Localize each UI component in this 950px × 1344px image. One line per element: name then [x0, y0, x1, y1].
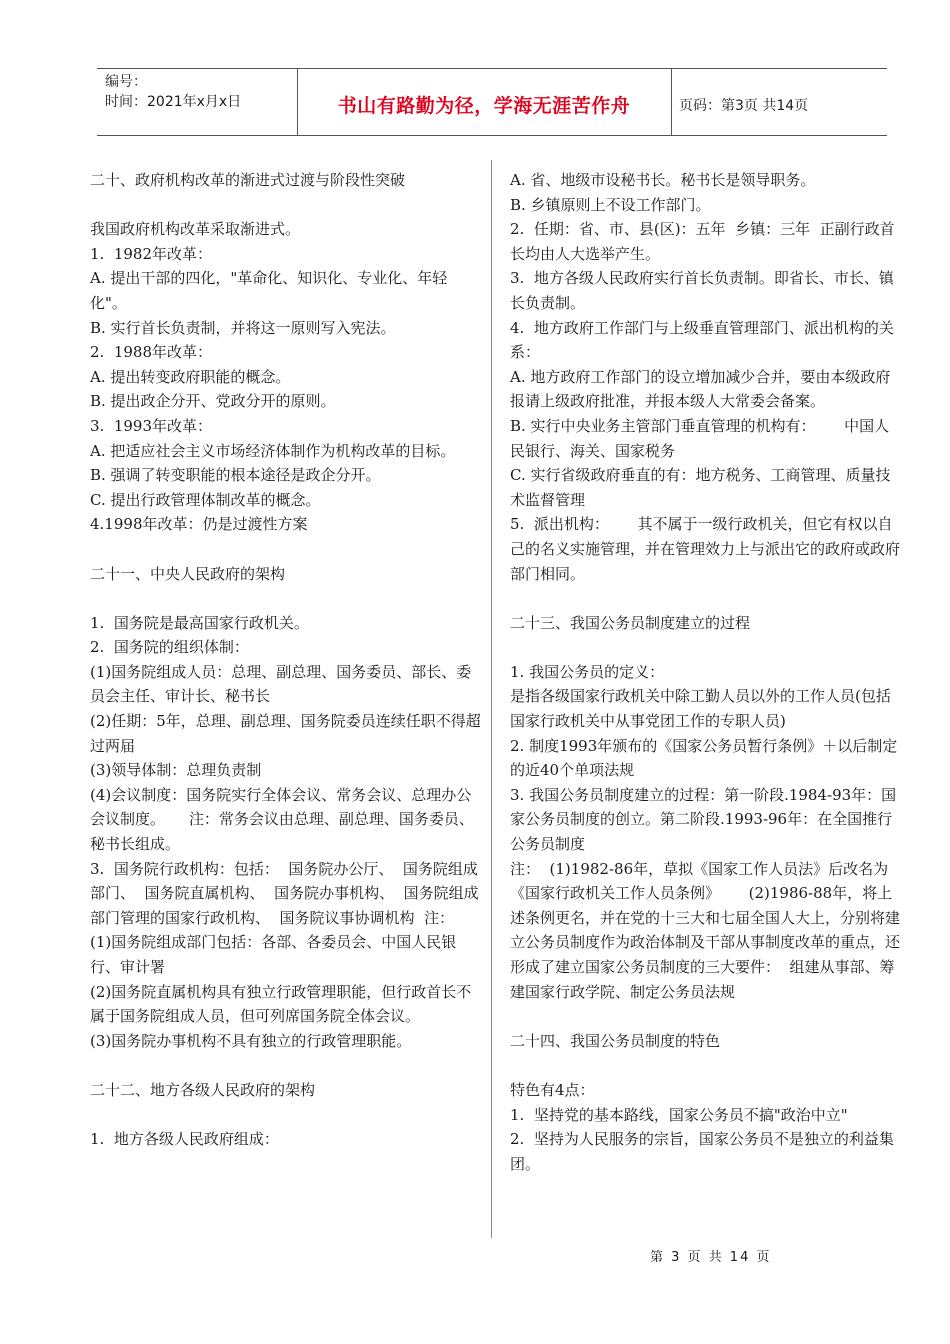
paragraph: (3)领导体制：总理负责制	[90, 761, 262, 780]
paragraph: 2. 国务院的组织体制：	[90, 638, 249, 657]
header-meta-cell	[97, 69, 298, 135]
document-number-label: 编号：	[105, 74, 147, 90]
paragraph: 2. 制度1993年颁布的《国家公务员暂行条例》＋以后制定的近40个单项法规	[510, 736, 898, 780]
header-motto: 书山有路勤为径，学海无涯苦作舟	[337, 95, 631, 117]
paragraph: 1. 地方各级人民政府组成：	[90, 1130, 279, 1149]
paragraph: 二十一、中央人民政府的架构	[90, 564, 286, 583]
paragraph: 5. 派出机构： 其不属于一级行政机关，但它有权以自己的名义实施管理，并在管理效力上与派出它的政府或政府部门相同。	[510, 515, 901, 583]
header-motto-cell	[297, 69, 672, 135]
paragraph: 2. 任期：省、市、县(区)：五年 乡镇：三年 正副行政首长均由人大选举产生。	[510, 220, 895, 263]
paragraph	[510, 1004, 902, 1029]
paragraph: 二十二、地方各级人民政府的架构	[90, 1080, 316, 1099]
paragraph: 二十、政府机构改革的渐进式过渡与阶段性突破	[90, 171, 406, 189]
left-text-column	[90, 168, 482, 1152]
paragraph	[510, 635, 902, 660]
paragraph: 3. 1993年改革：	[90, 416, 213, 435]
paragraph	[90, 586, 482, 611]
paragraph: (4)会议制度：国务院实行全体会议、常务会议、总理办公会议制度。 注：常务会议由总理、副总理、国务委员、秘书长组成。	[90, 785, 474, 854]
paragraph: B. 乡镇原则上不设工作部门。	[510, 195, 711, 214]
paragraph: 二十三、我国公务员制度建立的过程	[510, 613, 751, 632]
document-time-label: 时间：2021年x月x日	[105, 94, 242, 110]
paragraph: 2. 1988年改革：	[90, 343, 213, 362]
paragraph: 2. 坚持为人民服务的宗旨，国家公务员不是独立的利益集团。	[510, 1130, 894, 1173]
paragraph: 4.1998年改革：仍是过渡性方案	[90, 515, 308, 534]
page-footer: 第 3 页 共 14 页	[650, 1250, 772, 1265]
paragraph	[510, 586, 902, 611]
paragraph: A. 省、地级市设秘书长。秘书长是领导职务。	[510, 171, 816, 189]
paragraph	[90, 1053, 482, 1078]
paragraph: 是指各级国家行政机关中除工勤人员以外的工作人员(包括国家行政机关中从事党团工作的专职人员)	[510, 687, 891, 731]
paragraph: 3. 我国公务员制度建立的过程：第一阶段.1984-93年：国家公务员制度的创立。第二阶段.1993-96年：在全国推行公务员制度	[510, 785, 897, 854]
paragraph: 1. 国务院是最高国家行政机关。	[90, 613, 309, 632]
paragraph: (1)国务院组成人员：总理、副总理、国务委员、部长、委员会主任、审计长、秘书长	[90, 662, 472, 706]
paragraph: B. 实行首长负责制，并将这一原则写入宪法。	[90, 318, 396, 337]
paragraph: C. 提出行政管理体制改革的概念。	[90, 490, 321, 509]
paragraph: 3. 地方各级人民政府实行首长负责制。即省长、市长、镇长负责制。	[510, 269, 894, 312]
paragraph: (2)国务院直属机构具有独立行政管理职能，但行政首长不属于国务院组成人员，但可列席国务院全体会议。	[90, 982, 472, 1026]
paragraph	[510, 1053, 902, 1078]
paragraph: C. 实行省级政府垂直的有：地方税务、工商管理、质量技术监督管理	[510, 466, 891, 509]
paragraph	[90, 193, 482, 218]
paragraph: B. 实行中央业务主管部门垂直管理的机构有： 中国人民银行、海关、国家税务	[510, 416, 890, 460]
header-page-info: 页码：第3页 共14页	[679, 98, 809, 114]
paragraph	[90, 537, 482, 562]
paragraph: A. 提出转变政府职能的概念。	[90, 367, 291, 386]
paragraph: A. 提出干部的四化，"革命化、知识化、专业化、年轻化"。	[90, 269, 448, 312]
paragraph: (3)国务院办事机构不具有独立的行政管理职能。	[90, 1031, 412, 1050]
paragraph: A. 把适应社会主义市场经济体制作为机构改革的目标。	[90, 441, 456, 460]
paragraph: 1. 坚持党的基本路线，国家公务员不搞"政治中立"	[510, 1105, 848, 1124]
page-header	[97, 68, 887, 136]
paragraph: 1. 我国公务员的定义：	[510, 662, 665, 681]
paragraph	[90, 1103, 482, 1128]
paragraph: B. 提出政企分开、党政分开的原则。	[90, 392, 336, 411]
paragraph: 注： (1)1982-86年，草拟《国家工作人员法》后改名为《国家行政机关工作人员条例》 (2)1986-88年，将上述条例更名，并在党的十三大和七届全国人大上，分别将建立公务员制度作为政治体制及干部从事制度改革的重点，还形成了建立国家公务员制度的三大要件： 组建从事部、筹建国家行政学院、制定公务员法规	[510, 859, 901, 1001]
paragraph: 1. 1982年改革：	[90, 244, 213, 263]
paragraph: 3. 国务院行政机构：包括： 国务院办公厅、 国务院组成部门、 国务院直属机构、 国务院办事机构、 国务院组成部门管理的国家行政机构、 国务院议事协调机构 注：	[90, 859, 479, 927]
paragraph: 我国政府机构改革采取渐进式。	[90, 220, 301, 239]
paragraph: 二十四、我国公务员制度的特色	[510, 1031, 721, 1050]
paragraph: (2)任期：5年，总理、副总理、国务院委员连续任职不得超过两届	[90, 712, 481, 755]
paragraph: B. 强调了转变职能的根本途径是政企分开。	[90, 466, 381, 485]
paragraph: (1)国务院组成部门包括：各部、各委员会、中国人民银行、审计署	[90, 933, 457, 976]
paragraph: 特色有4点：	[510, 1080, 595, 1099]
right-text-column	[510, 168, 902, 1176]
column-divider	[491, 160, 492, 1238]
paragraph: 4. 地方政府工作部门与上级垂直管理部门、派出机构的关系：	[510, 318, 894, 362]
paragraph: A. 地方政府工作部门的设立增加减少合并，要由本级政府报请上级政府批准，并报本级人大常委会备案。	[510, 367, 891, 411]
header-page-cell	[671, 69, 887, 135]
